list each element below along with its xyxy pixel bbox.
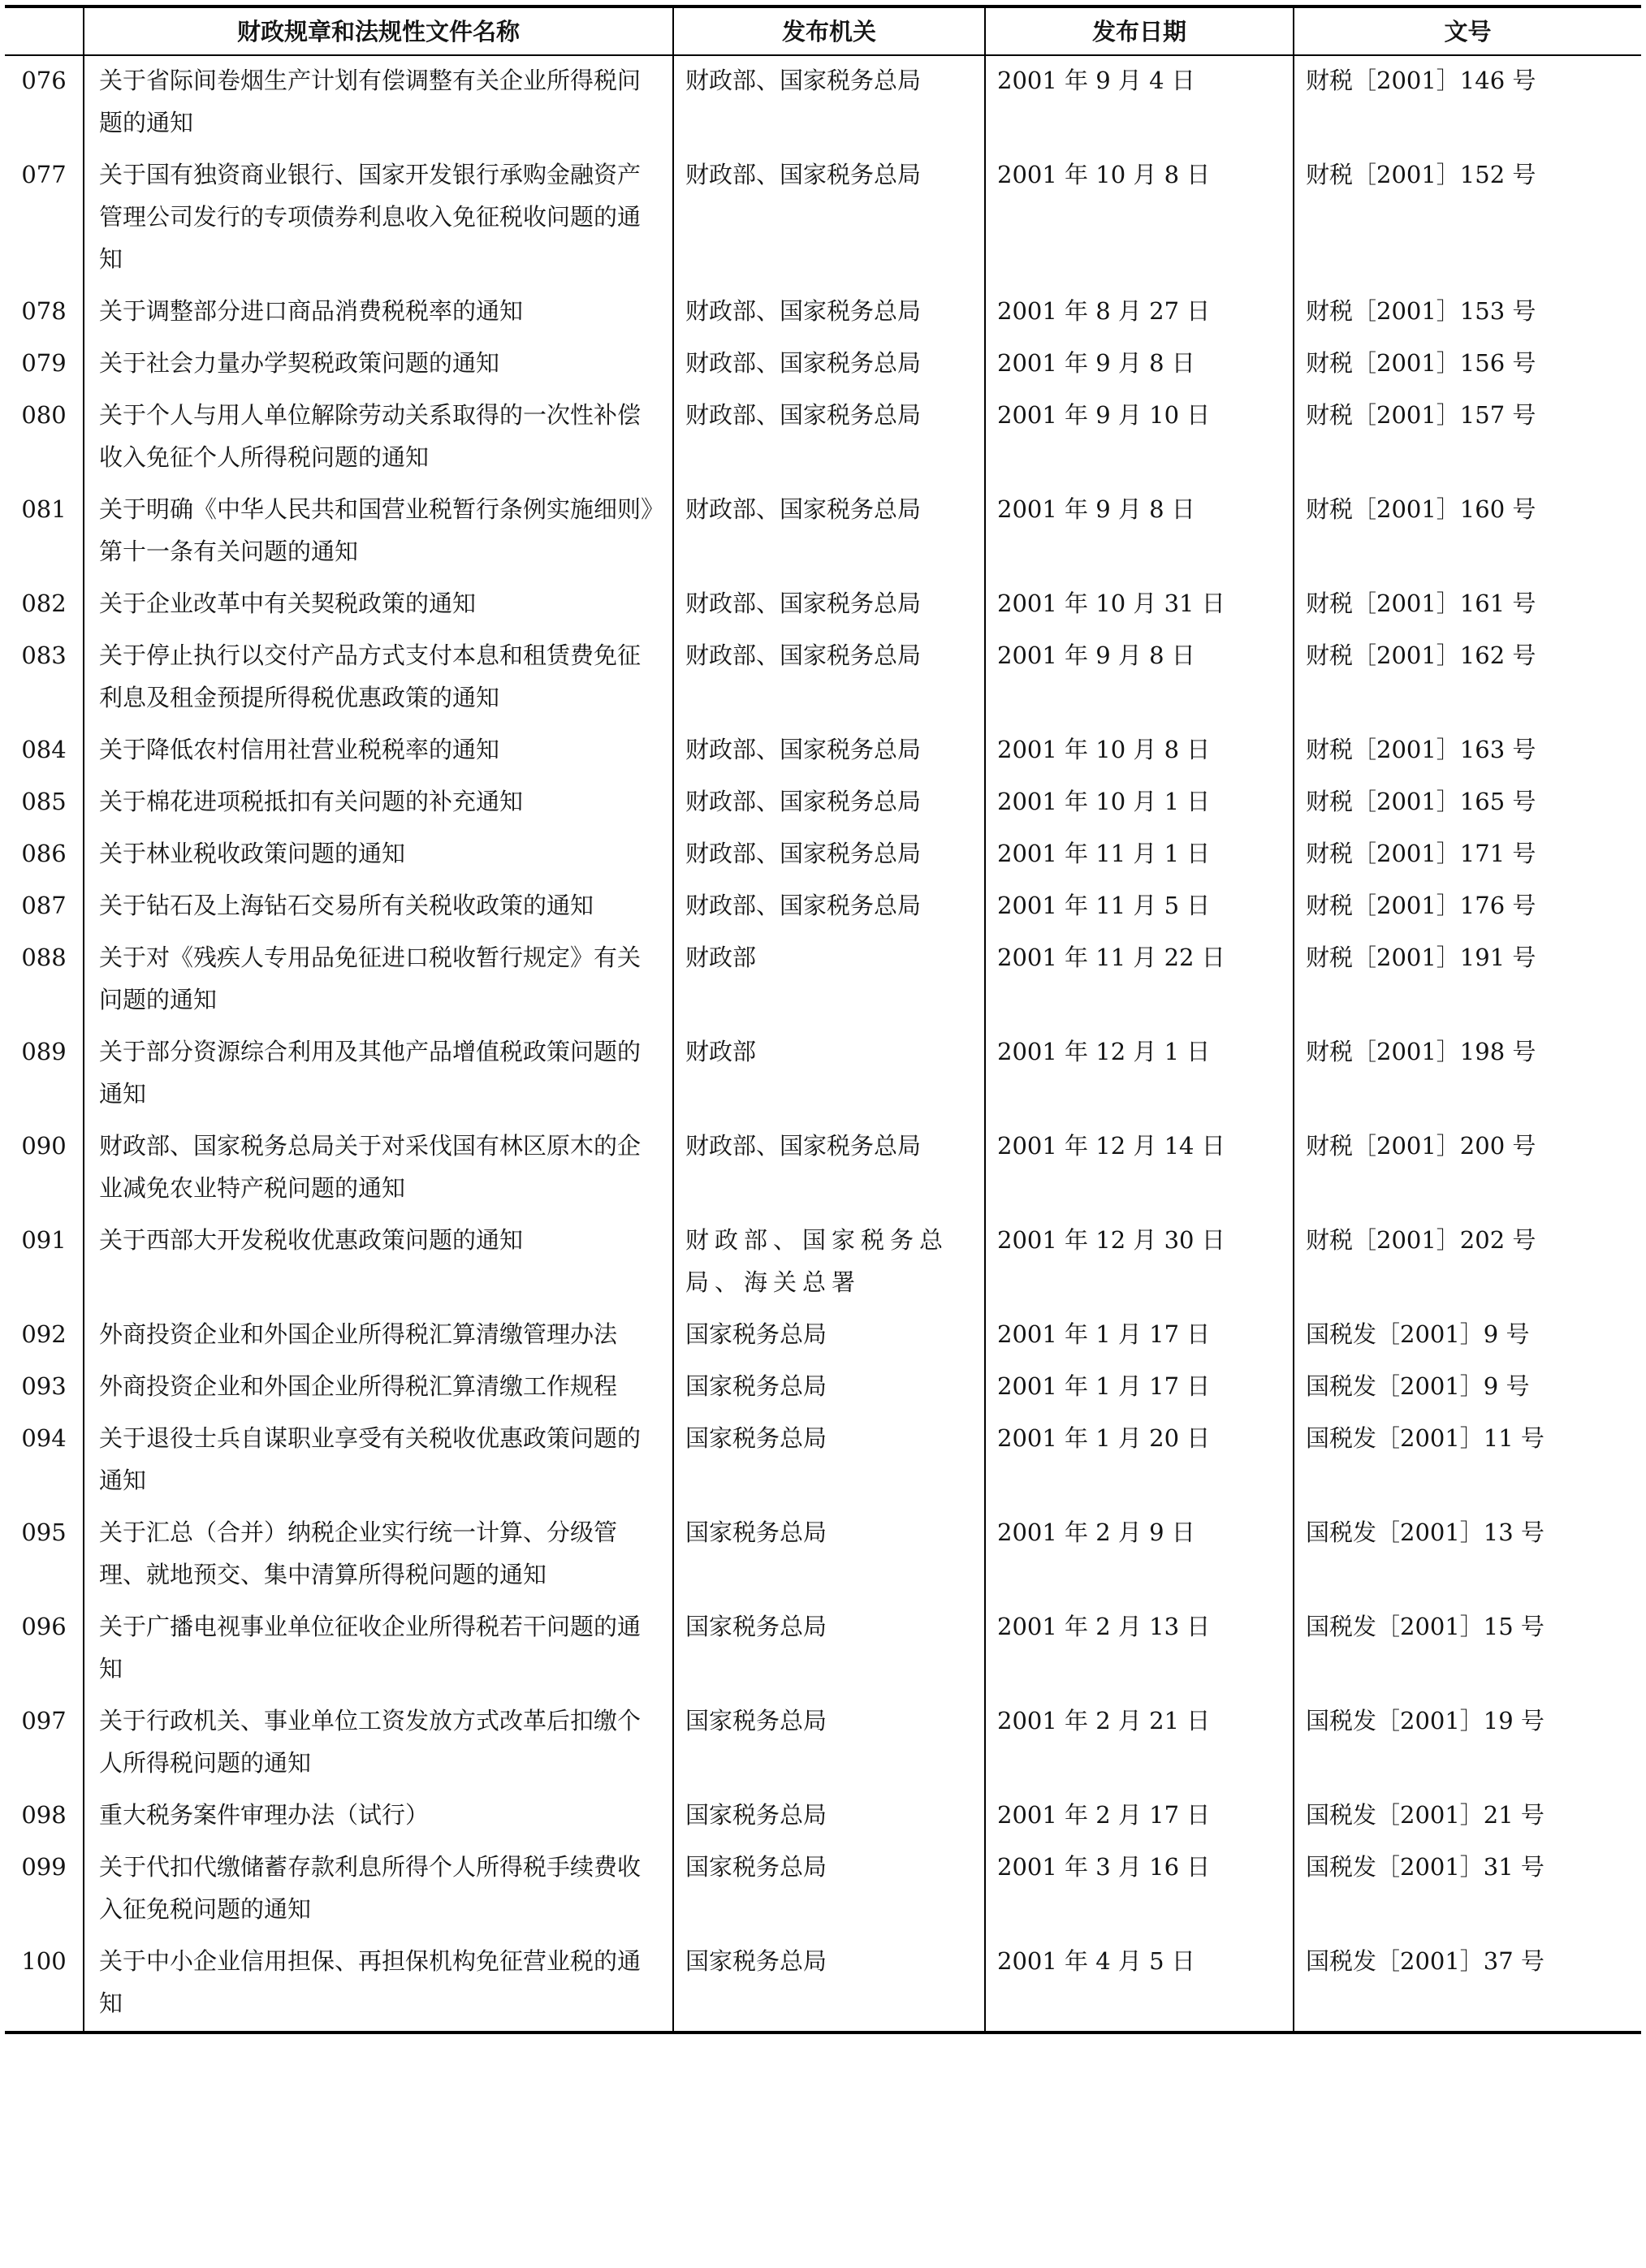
row-number: 085 [21, 788, 67, 815]
table-row [5, 1791, 1641, 1842]
document-number-cell: 财税［2001］161 号 [1294, 579, 1641, 631]
issuing-authority-cell: 财政部、国家税务总局 [673, 579, 985, 631]
issue-date-cell: 2001 年 4 月 5 日 [985, 1937, 1294, 2033]
document-name-cell: 关于调整部分进口商品消费税税率的通知 [84, 287, 673, 339]
row-number: 094 [21, 1424, 67, 1452]
table-row [5, 1414, 1641, 1508]
table-row [5, 485, 1641, 579]
document-name-cell: 关于汇总（合并）纳税企业实行统一计算、分级管理、就地预交、集中清算所得税问题的通知 [84, 1508, 673, 1602]
document-name-cell: 关于降低农村信用社营业税税率的通知 [84, 725, 673, 777]
row-number: 099 [21, 1853, 67, 1881]
issuing-authority-cell: 财政部、国家税务总局 [673, 150, 985, 287]
header-document-name: 财政规章和法规性文件名称 [84, 6, 673, 55]
row-number: 090 [21, 1132, 67, 1160]
issue-date-cell: 2001 年 10 月 31 日 [985, 579, 1294, 631]
table-row [5, 1508, 1641, 1602]
document-name-cell: 关于明确《中华人民共和国营业税暂行条例实施细则》第十一条有关问题的通知 [84, 485, 673, 579]
document-name-cell: 关于林业税收政策问题的通知 [84, 829, 673, 881]
table-row [5, 1362, 1641, 1414]
row-number: 092 [21, 1320, 67, 1348]
document-name-cell: 关于对《残疾人专用品免征进口税收暂行规定》有关问题的通知 [84, 933, 673, 1027]
issue-date-cell: 2001 年 9 月 8 日 [985, 485, 1294, 579]
issuing-authority-cell: 财政部、国家税务总局 [673, 881, 985, 933]
row-number: 082 [21, 590, 67, 617]
document-name-cell: 关于部分资源综合利用及其他产品增值税政策问题的通知 [84, 1027, 673, 1121]
issuing-authority-cell: 财政部 [673, 1027, 985, 1121]
table-header-row [5, 6, 1641, 55]
row-number: 077 [21, 161, 67, 188]
issue-date-cell: 2001 年 8 月 27 日 [985, 287, 1294, 339]
row-number: 078 [21, 297, 67, 325]
issuing-authority-cell: 财政部、国家税务总局 [673, 485, 985, 579]
document-number-cell: 财税［2001］153 号 [1294, 287, 1641, 339]
header-index [5, 6, 84, 55]
document-number-cell: 财税［2001］191 号 [1294, 933, 1641, 1027]
row-number: 096 [21, 1613, 67, 1640]
table-row [5, 1216, 1641, 1310]
regulations-table [5, 5, 1641, 2034]
document-name-cell: 关于行政机关、事业单位工资发放方式改革后扣缴个人所得税问题的通知 [84, 1696, 673, 1791]
issuing-authority-cell: 财政部、国家税务总局 [673, 339, 985, 391]
issue-date-cell: 2001 年 11 月 5 日 [985, 881, 1294, 933]
document-name-cell: 关于社会力量办学契税政策问题的通知 [84, 339, 673, 391]
row-number: 079 [21, 349, 67, 377]
document-name-cell: 关于广播电视事业单位征收企业所得税若干问题的通知 [84, 1602, 673, 1696]
issuing-authority-cell: 国家税务总局 [673, 1602, 985, 1696]
document-name-cell: 关于省际间卷烟生产计划有偿调整有关企业所得税问题的通知 [84, 55, 673, 150]
issue-date-cell: 2001 年 9 月 10 日 [985, 391, 1294, 485]
issue-date-cell: 2001 年 12 月 1 日 [985, 1027, 1294, 1121]
row-number: 081 [21, 495, 67, 523]
document-number-cell: 国税发［2001］13 号 [1294, 1508, 1641, 1602]
document-number-cell: 国税发［2001］37 号 [1294, 1937, 1641, 2033]
row-number: 087 [21, 892, 67, 919]
document-number-cell: 国税发［2001］21 号 [1294, 1791, 1641, 1842]
document-name-cell: 外商投资企业和外国企业所得税汇算清缴工作规程 [84, 1362, 673, 1414]
header-issuing-authority: 发布机关 [673, 6, 985, 55]
table-row [5, 1310, 1641, 1362]
document-number-cell: 财税［2001］152 号 [1294, 150, 1641, 287]
document-page [5, 5, 1641, 2263]
document-number-cell: 财税［2001］146 号 [1294, 55, 1641, 150]
table-row [5, 631, 1641, 725]
issuing-authority-cell: 国家税务总局 [673, 1842, 985, 1937]
table-row [5, 150, 1641, 287]
issue-date-cell: 2001 年 3 月 16 日 [985, 1842, 1294, 1937]
issue-date-cell: 2001 年 10 月 8 日 [985, 150, 1294, 287]
issue-date-cell: 2001 年 2 月 13 日 [985, 1602, 1294, 1696]
document-number-cell: 财税［2001］165 号 [1294, 777, 1641, 829]
issuing-authority-cell: 国家税务总局 [673, 1696, 985, 1791]
document-number-cell: 财税［2001］163 号 [1294, 725, 1641, 777]
issuing-authority-cell: 财政部、国家税务总局 [673, 631, 985, 725]
document-name-cell: 关于退役士兵自谋职业享受有关税收优惠政策问题的通知 [84, 1414, 673, 1508]
document-number-cell: 财税［2001］200 号 [1294, 1121, 1641, 1216]
document-name-cell: 财政部、国家税务总局关于对采伐国有林区原木的企业减免农业特产税问题的通知 [84, 1121, 673, 1216]
table-row [5, 1027, 1641, 1121]
row-number: 088 [21, 944, 67, 971]
table-row [5, 1696, 1641, 1791]
document-number-cell: 国税发［2001］11 号 [1294, 1414, 1641, 1508]
table-row [5, 339, 1641, 391]
table-row [5, 777, 1641, 829]
issuing-authority-cell: 国家税务总局 [673, 1508, 985, 1602]
document-number-cell: 财税［2001］171 号 [1294, 829, 1641, 881]
issue-date-cell: 2001 年 1 月 17 日 [985, 1362, 1294, 1414]
issue-date-cell: 2001 年 10 月 8 日 [985, 725, 1294, 777]
table-row [5, 933, 1641, 1027]
document-number-cell: 国税发［2001］9 号 [1294, 1362, 1641, 1414]
table-row [5, 55, 1641, 150]
row-number: 086 [21, 840, 67, 867]
issue-date-cell: 2001 年 2 月 9 日 [985, 1508, 1294, 1602]
issuing-authority-cell: 国家税务总局 [673, 1937, 985, 2033]
issuing-authority-cell: 财政部、国家税务总局 [673, 55, 985, 150]
document-number-cell: 国税发［2001］9 号 [1294, 1310, 1641, 1362]
document-number-cell: 国税发［2001］15 号 [1294, 1602, 1641, 1696]
table-row [5, 391, 1641, 485]
issue-date-cell: 2001 年 2 月 21 日 [985, 1696, 1294, 1791]
header-document-number: 文号 [1294, 6, 1641, 55]
issuing-authority-cell: 财政部、国家税务总局 [673, 725, 985, 777]
issuing-authority-cell: 国家税务总局 [673, 1414, 985, 1508]
row-number: 100 [5, 1937, 84, 2033]
row-number: 083 [21, 642, 67, 669]
issuing-authority-cell: 财政部、国家税务总局 [673, 829, 985, 881]
row-number: 076 [21, 67, 67, 94]
table-row [5, 725, 1641, 777]
document-number-cell: 财税［2001］202 号 [1294, 1216, 1641, 1310]
document-name-cell: 关于代扣代缴储蓄存款利息所得个人所得税手续费收入征免税问题的通知 [84, 1842, 673, 1937]
document-name-cell: 关于中小企业信用担保、再担保机构免征营业税的通知 [84, 1937, 673, 2033]
row-number: 089 [21, 1038, 67, 1065]
document-number-cell: 财税［2001］157 号 [1294, 391, 1641, 485]
issue-date-cell: 2001 年 11 月 22 日 [985, 933, 1294, 1027]
document-name-cell: 关于个人与用人单位解除劳动关系取得的一次性补偿收入免征个人所得税问题的通知 [84, 391, 673, 485]
table-row [5, 829, 1641, 881]
table-row [5, 1602, 1641, 1696]
issue-date-cell: 2001 年 9 月 8 日 [985, 631, 1294, 725]
document-name-cell: 关于钻石及上海钻石交易所有关税收政策的通知 [84, 881, 673, 933]
row-number: 095 [21, 1518, 67, 1546]
table-row [5, 1121, 1641, 1216]
issuing-authority-cell: 财政部 [673, 933, 985, 1027]
document-name-cell: 关于停止执行以交付产品方式支付本息和租赁费免征利息及租金预提所得税优惠政策的通知 [84, 631, 673, 725]
document-number-cell: 财税［2001］198 号 [1294, 1027, 1641, 1121]
table-row [5, 287, 1641, 339]
issuing-authority-cell: 国家税务总局 [673, 1791, 985, 1842]
row-number: 093 [21, 1372, 67, 1400]
table-row [5, 881, 1641, 933]
document-number-cell: 财税［2001］160 号 [1294, 485, 1641, 579]
issue-date-cell: 2001 年 9 月 4 日 [985, 55, 1294, 150]
issue-date-cell: 2001 年 12 月 30 日 [985, 1216, 1294, 1310]
document-name-cell: 关于国有独资商业银行、国家开发银行承购金融资产管理公司发行的专项债券利息收入免征税收问题的通知 [84, 150, 673, 287]
row-number: 097 [21, 1707, 67, 1734]
document-number-cell: 财税［2001］156 号 [1294, 339, 1641, 391]
issuing-authority-cell: 国家税务总局 [673, 1310, 985, 1362]
issue-date-cell: 2001 年 11 月 1 日 [985, 829, 1294, 881]
row-number: 080 [21, 401, 67, 429]
issue-date-cell: 2001 年 2 月 17 日 [985, 1791, 1294, 1842]
document-name-cell: 关于西部大开发税收优惠政策问题的通知 [84, 1216, 673, 1310]
document-name-cell: 外商投资企业和外国企业所得税汇算清缴管理办法 [84, 1310, 673, 1362]
document-number-cell: 财税［2001］162 号 [1294, 631, 1641, 725]
table-row [5, 1842, 1641, 1937]
issue-date-cell: 2001 年 10 月 1 日 [985, 777, 1294, 829]
table-row [5, 579, 1641, 631]
issue-date-cell: 2001 年 12 月 14 日 [985, 1121, 1294, 1216]
document-number-cell: 国税发［2001］31 号 [1294, 1842, 1641, 1937]
issuing-authority-cell: 国家税务总局 [673, 1362, 985, 1414]
issuing-authority-cell: 财政部、国家税务总局 [673, 777, 985, 829]
row-number: 098 [21, 1801, 67, 1829]
issue-date-cell: 2001 年 1 月 20 日 [985, 1414, 1294, 1508]
issue-date-cell: 2001 年 1 月 17 日 [985, 1310, 1294, 1362]
issuing-authority-cell: 财政部、国家税务总局 [673, 1121, 985, 1216]
issuing-authority-cell: 财政部、国家税务总局、海关总署 [673, 1216, 985, 1310]
issuing-authority-cell: 财政部、国家税务总局 [673, 391, 985, 485]
document-name-cell: 重大税务案件审理办法（试行） [84, 1791, 673, 1842]
table-body [5, 55, 1641, 2033]
row-number: 091 [21, 1226, 67, 1254]
document-number-cell: 财税［2001］176 号 [1294, 881, 1641, 933]
table-row [5, 1937, 1641, 2033]
issuing-authority-cell: 财政部、国家税务总局 [673, 287, 985, 339]
header-issue-date: 发布日期 [985, 6, 1294, 55]
document-name-cell: 关于棉花进项税抵扣有关问题的补充通知 [84, 777, 673, 829]
issue-date-cell: 2001 年 9 月 8 日 [985, 339, 1294, 391]
document-name-cell: 关于企业改革中有关契税政策的通知 [84, 579, 673, 631]
row-number: 084 [21, 736, 67, 763]
document-number-cell: 国税发［2001］19 号 [1294, 1696, 1641, 1791]
